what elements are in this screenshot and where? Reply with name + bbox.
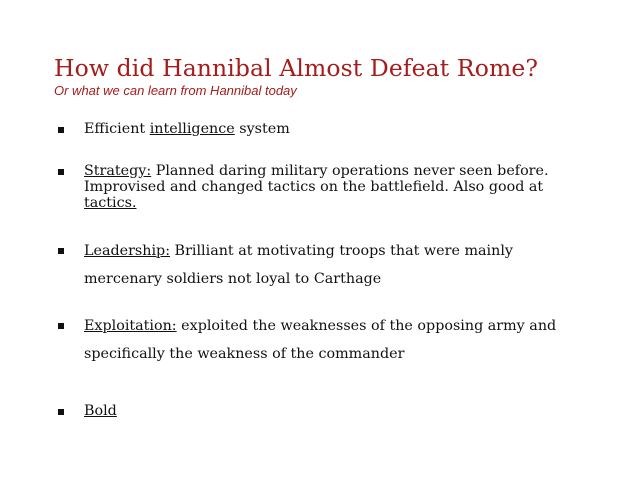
bullet-text [84, 237, 584, 293]
bullet-square-icon [58, 248, 64, 254]
slide-title: How did Hannibal Almost Defeat Rome? [54, 54, 539, 82]
bullet-square-icon [58, 323, 64, 329]
bullet-square-icon [58, 127, 64, 133]
bullet-keyword: Leadership: [84, 243, 171, 259]
bullet-text-plain: Brilliant at motivating troops that were mainly mercenary soldiers not loyal to Carthage [84, 243, 513, 287]
bullet-keyword: Bold [84, 403, 117, 419]
bullet-text [84, 121, 584, 137]
bullet-keyword-end: tactics. [84, 195, 137, 211]
bullet-keyword: Exploitation: [84, 318, 177, 334]
bullet-text-plain: exploited the weaknesses of the opposing army and specifically the weakness of the commander [84, 318, 557, 362]
bullet-text [84, 403, 584, 419]
bullet-keyword: intelligence [149, 121, 235, 137]
bullet-text-plain: Efficient [84, 121, 150, 137]
bullet-text [84, 312, 584, 368]
bullet-square-icon [58, 409, 64, 415]
bullet-keyword: Strategy: [84, 163, 152, 179]
bullet-text [84, 163, 584, 211]
bullet-text-plain: Planned daring military operations never seen before. Improvised and changed tactics on the battlefield. Also good at [84, 163, 549, 195]
bullet-square-icon [58, 169, 64, 175]
slide-subtitle: Or what we can learn from Hannibal today [54, 83, 297, 98]
bullet-text-plain: system [234, 121, 290, 137]
